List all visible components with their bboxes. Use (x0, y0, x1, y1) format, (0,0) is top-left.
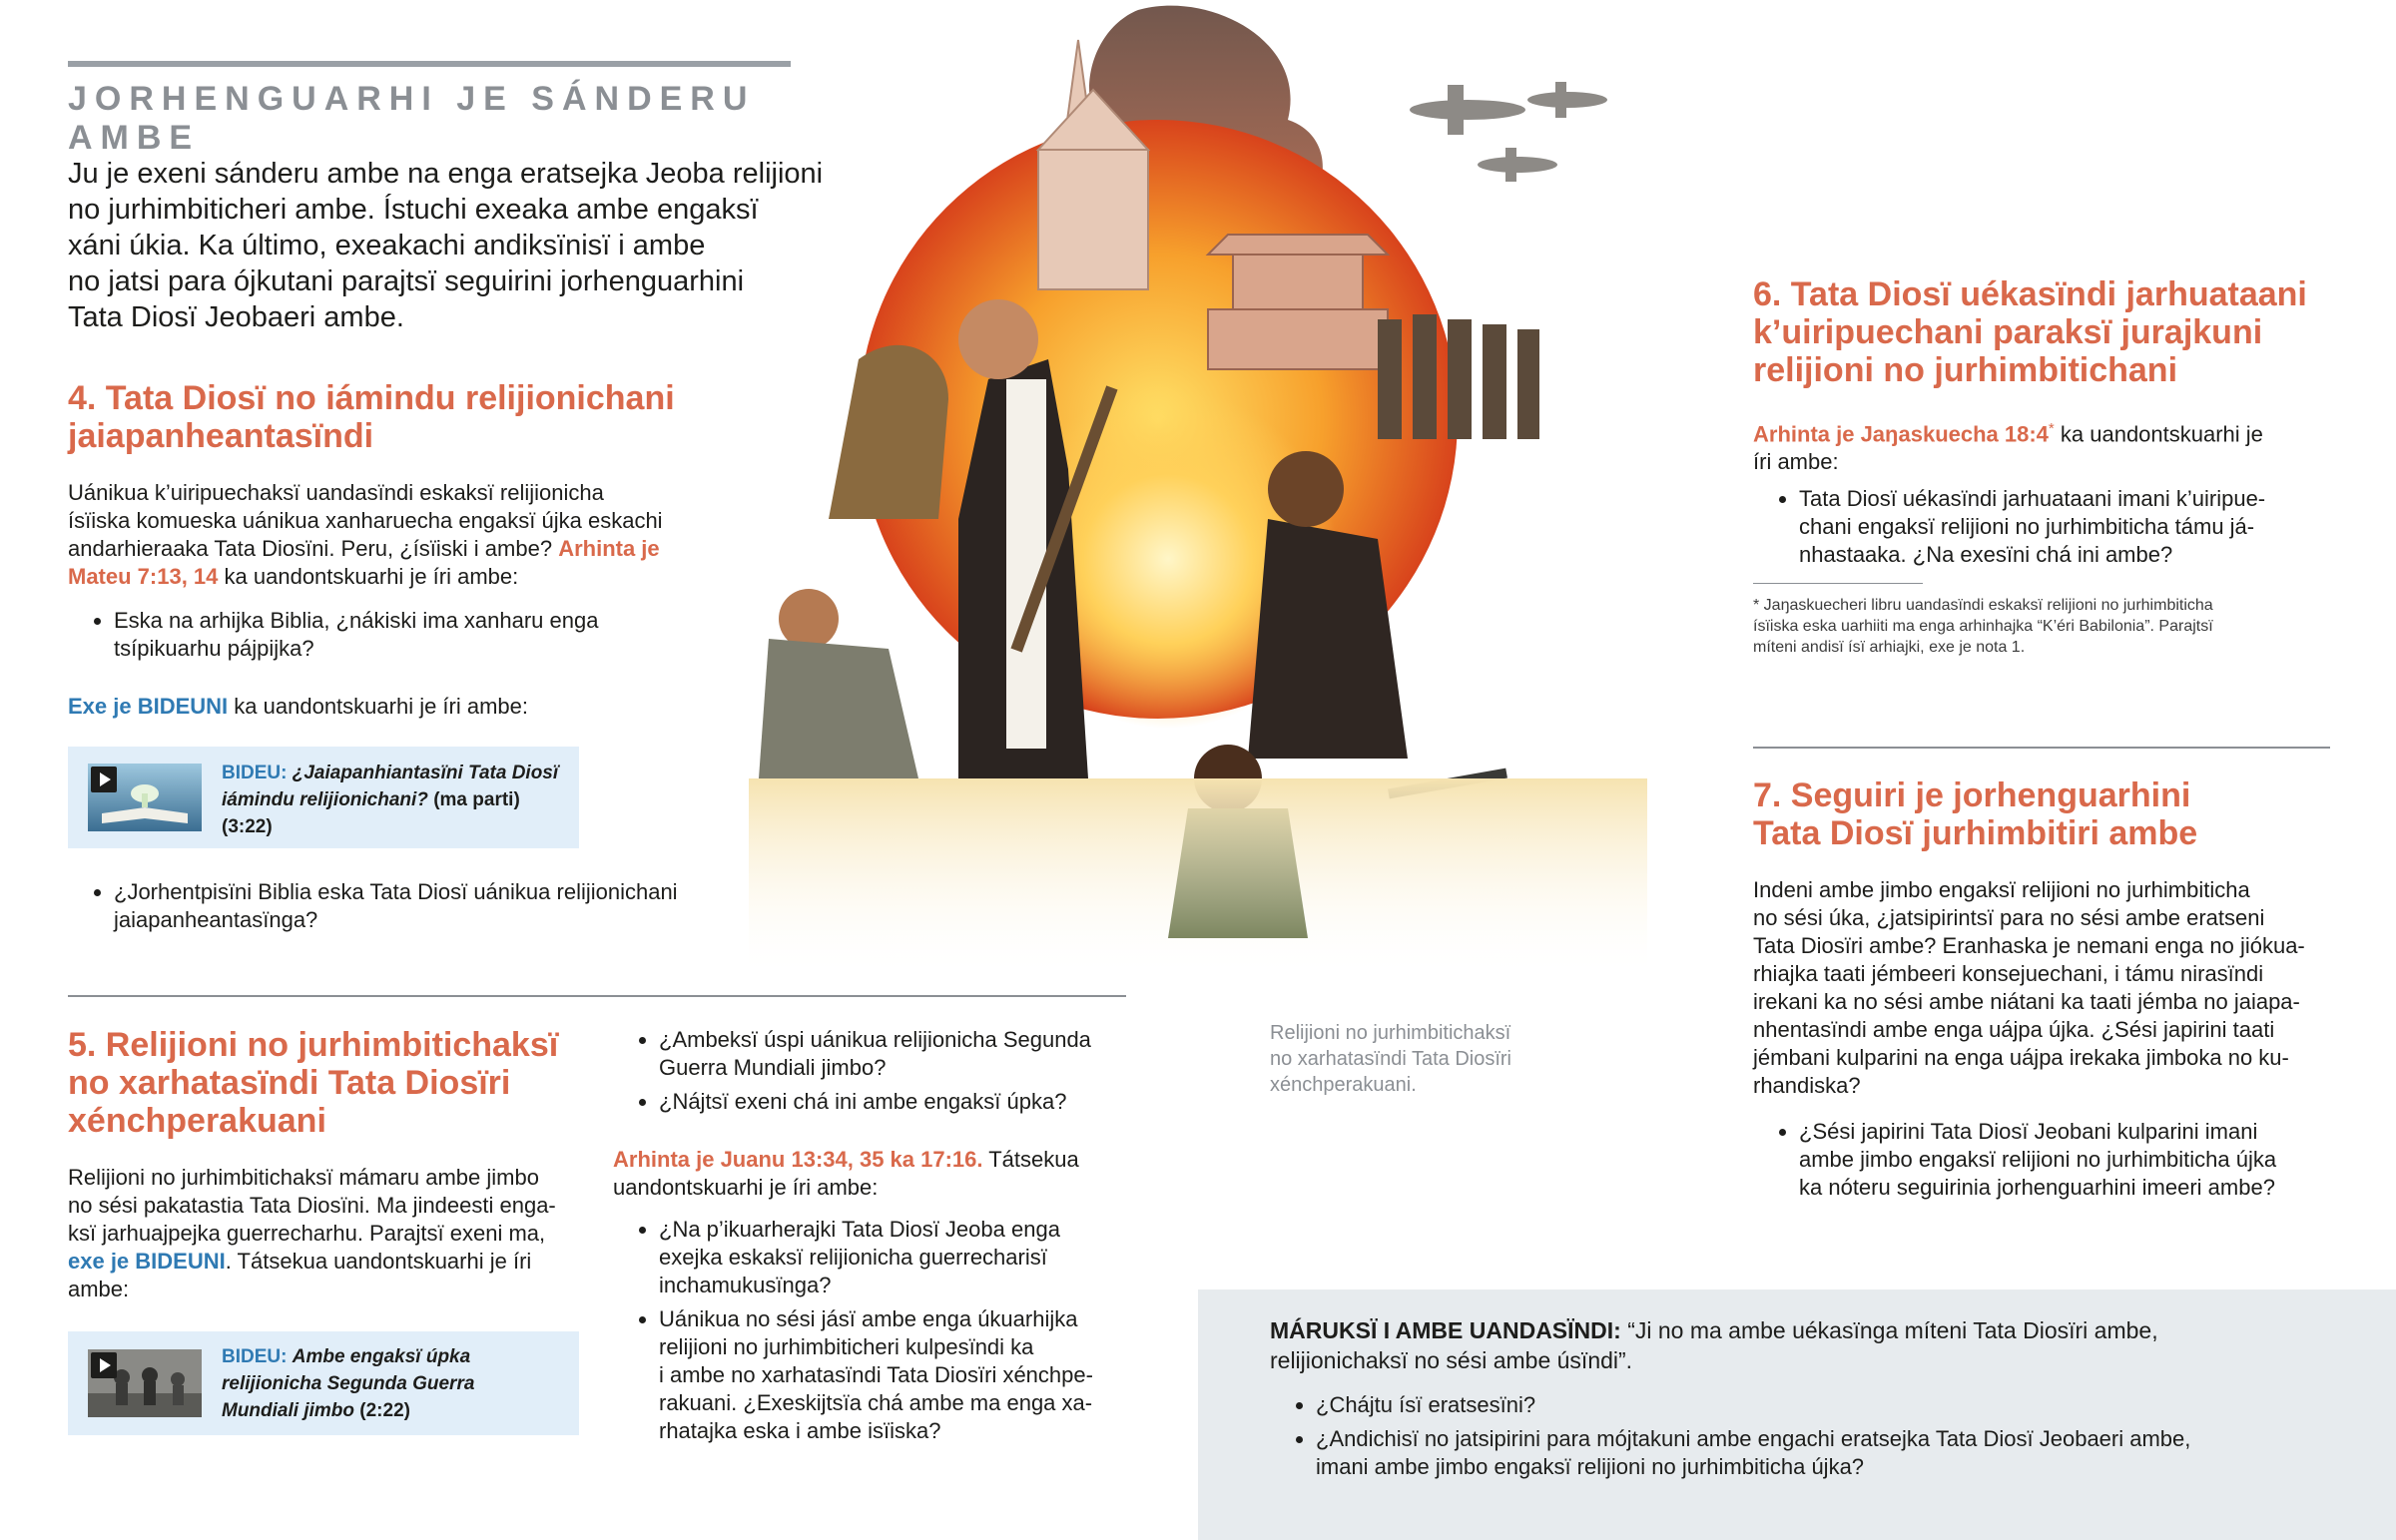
illustration-caption: Relijioni no jurhimbitichaksï no xarhatasïndi Tata Diosïri xénchperakuani. (1270, 1022, 1511, 1096)
intro-paragraph: Ju je exeni sánderu ambe na enga eratsejka Jeoba relijioni no jurhimbiticheri ambe. Ístuchi exeaka ambe engaksï xáni úkia. Ka último, exeakachi andiksïnisï i ambe no jatsi para ójkutani parajtsï seguirini jorhenguarhini Tata Diosï Jeobaeri ambe. (68, 158, 824, 333)
section-6-bullets (1753, 485, 2396, 575)
section-4-paragraph: Uánikua k’uiripuechaksï uandasïndi eskaksï relijionicha ísïiska komueska uánikua xanharuecha engaksï újka eskachi andarhieraaka Tata Diosïni. Peru, ¿ísïiski i ambe? Arhinta je Mateu 7:13, 14 ka uandontskuarhi je íri ambe: (68, 480, 663, 589)
summary-box (1198, 1289, 2396, 1540)
list-item: • Eska na arhijka Biblia, ¿nákiski ima xanharu enga tsípikuarhu pájpijka? (114, 607, 753, 663)
video-link[interactable]: Exe je BIDEUNI (68, 694, 229, 719)
section-5-ref: Arhinta je Juanu 13:34, 35 ka 17:16. Tátsekua uandontskuarhi je íri ambe: (613, 1147, 1079, 1200)
list-item: • Tata Diosï uékasïndi jarhuataani imani k’uiripue- chani engaksï relijioni no jurhimbiticha támu já- nhastaaka. ¿Na exesïni chá ini ambe? (1799, 485, 2396, 569)
section-7-paragraph: Indeni ambe jimbo engaksï relijioni no jurhimbiticha no sési úka, ¿jatsipirintsï para no sési ambe eratseni Tata Diosïri ambe? Eranhaska je nemani enga no jiókua- rhiajka taati jémbeeri konsejuechani, i támu nirasïndi irekani ka no sési ambe niátani ka taati jémba no jaiapa- nhentasïndi ambe enga uájpa újka. ¿Sési japirini taati jémbani kulparini na enga uájpa irekaka jimboka no ku- rhandiska? (1753, 877, 2305, 1098)
section-4-heading: 4. Tata Diosï no iámindu relijionichani jaiapanheantasïndi (68, 379, 675, 455)
footnote: * Jaŋaskuecheri libru uandasïndi eskaksï relijioni no jurhimbiticha ísïiska eska uarhiiti ma enga arhinhajka “K’éri Babilonia”. Parajtsï míteni andisï ísï arhiajki, exe je nota 1. (1753, 597, 2213, 656)
list-item: • Uánikua no sési jásï ambe enga úkuarhijka relijioni no jurhimbiticheri kulpesïndi ka i ambe no xarhatasïndi Tata Diosïri xénchpe- rakuani. ¿Exeskijtsïa chá ambe ma enga xa- rhatajka eska i ambe isïiska? (659, 1305, 1218, 1445)
section-6-heading: 6. Tata Diosï uékasïndi jarhuataani k’uiripuechani paraksï jurajkuni relijioni no jurhimbitichani (1753, 275, 2307, 389)
summary-bullets (1270, 1391, 2394, 1487)
video-link[interactable]: exe je BIDEUNI (68, 1249, 226, 1274)
play-icon[interactable] (91, 767, 117, 792)
section-4-bullets-a (68, 607, 753, 669)
video-thumbnail[interactable] (88, 764, 202, 831)
video-thumbnail[interactable] (88, 1349, 202, 1417)
video-caption: BIDEU: Ambe engaksï úpka relijionicha Segunda Guerra Mundiali jimbo (2:22) (222, 1346, 475, 1421)
list-item: • ¿Jorhentpisïni Biblia eska Tata Diosï uánikua relijionichani jaiapanheantasïnga? (114, 878, 793, 934)
scripture-reference[interactable]: Mateu 7:13, 14 (68, 564, 219, 589)
section-7-bullets (1753, 1118, 2396, 1208)
list-item: • ¿Ambeksï úspi uánikua relijionicha Segunda Guerra Mundiali jimbo? (659, 1026, 1218, 1082)
section-4-bullets-b (68, 878, 793, 940)
scripture-reference[interactable]: Arhinta je Jaŋaskuecha 18:4 (1753, 421, 2049, 447)
section-eyebrow: JORHENGUARHI JE SÁNDERU AMBE (68, 80, 756, 157)
footnote-marker[interactable]: * (2048, 420, 2055, 437)
summary-text: MÁRUKSÏ I AMBE UANDASÏNDI: “Ji no ma ambe uékasïnga míteni Tata Diosïri ambe, relijionichaksï no sési ambe úsïndi”. (1270, 1317, 2158, 1373)
section-divider (1753, 747, 2330, 749)
summary-label: MÁRUKSÏ I AMBE UANDASÏNDI: (1270, 1317, 1621, 1343)
scripture-reference[interactable]: Arhinta je (558, 536, 660, 561)
religion-and-war-illustration (689, 0, 1737, 998)
list-item: • ¿Nájtsï exeni chá ini ambe engaksï úpka? (659, 1088, 1218, 1116)
list-item: • ¿Sési japirini Tata Diosï Jeobani kulparini imani ambe jimbo engaksï relijioni no jurhimbiticha újka ka nóteru seguirinia jorhenguarhini imeeri ambe? (1799, 1118, 2396, 1202)
list-item: • ¿Na p’ikuarherajki Tata Diosï Jeoba enga exejka eskaksï relijionicha guerrecharisï inchamukusïnga? (659, 1216, 1218, 1299)
list-item: • ¿Andichisï no jatsipirini para mójtakuni ambe engachi eratsejka Tata Diosï Jeobaeri ambe, imani ambe jimbo engaksï relijioni no jurhimbiticha újka? (1316, 1425, 2394, 1481)
video-card-1[interactable] (68, 747, 579, 848)
top-rule (68, 61, 791, 67)
play-icon[interactable] (91, 1352, 117, 1378)
section-5-bullets-bottom (613, 1216, 1218, 1451)
section-5-bullets-top (613, 1026, 1218, 1122)
video-caption: BIDEU: ¿Jaiapanhiantasïni Tata Diosï iámindu relijionichani? (ma parti) (3:22) (222, 763, 559, 837)
section-6-ref: Arhinta je Jaŋaskuecha 18:4* ka uandontskuarhi je íri ambe: (1753, 420, 2263, 475)
scripture-reference[interactable]: Arhinta je Juanu 13:34, 35 ka 17:16. (613, 1147, 983, 1172)
footnote-rule (1753, 583, 1923, 584)
video-intro: Exe je BIDEUNI ka uandontskuarhi je íri ambe: (68, 694, 529, 719)
section-5-paragraph: Relijioni no jurhimbitichaksï mámaru ambe jimbo no sési pakatastia Tata Diosïni. Ma jindeesti enga- ksï jarhuajpejka guerrecharhu. Parajtsï exeni ma, exe je BIDEUNI. Tátsekua uandontskuarhi je íri ambe: (68, 1165, 556, 1301)
section-5-heading: 5. Relijioni no jurhimbitichaksï no xarhatasïndi Tata Diosïri xénchperakuani (68, 1026, 559, 1140)
list-item: • ¿Chájtu ísï eratsesïni? (1316, 1391, 2394, 1419)
video-card-2[interactable] (68, 1331, 579, 1435)
section-7-heading: 7. Seguiri je jorhenguarhini Tata Diosï jurhimbitiri ambe (1753, 776, 2198, 852)
